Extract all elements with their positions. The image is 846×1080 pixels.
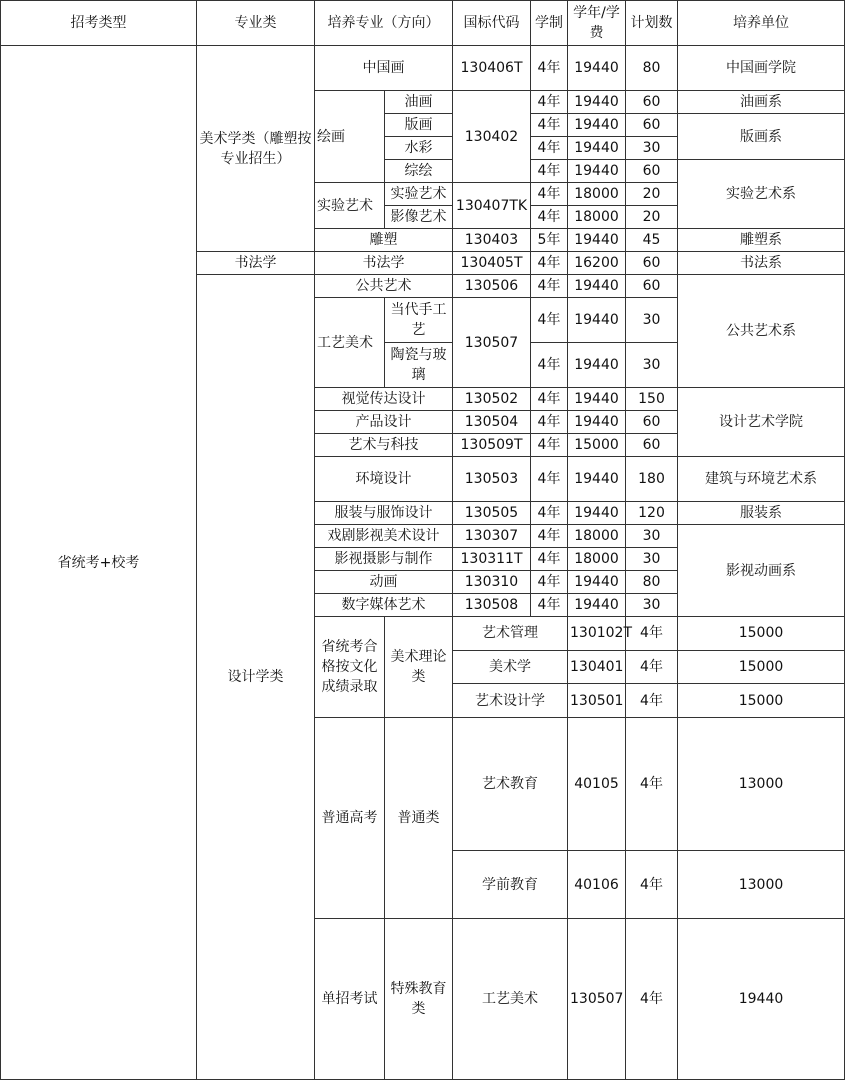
- code-cell: 40105: [568, 718, 626, 851]
- major-cell: 油画: [385, 91, 453, 114]
- fee-cell: 18000: [568, 183, 626, 206]
- fee-cell: 19440: [568, 46, 626, 91]
- fee-cell: 19440: [568, 594, 626, 617]
- exam-type-single: 单招考试: [315, 919, 385, 1080]
- unit-cell: 实验艺术系: [678, 160, 845, 229]
- category-theory: 美术理论类: [385, 617, 453, 718]
- plan-cell: 60: [626, 91, 678, 114]
- code-cell: 130509T: [453, 434, 531, 457]
- category-general: 普通类: [385, 718, 453, 919]
- code-cell: 130502: [453, 388, 531, 411]
- fee-cell: 19440: [568, 275, 626, 298]
- header-plan: 计划数: [626, 1, 678, 46]
- major-cell: 艺术设计学: [453, 684, 568, 718]
- fee-cell: 19440: [678, 919, 845, 1080]
- code-cell: 130311T: [453, 548, 531, 571]
- major-cell: 动画: [315, 571, 453, 594]
- code-cell: 130307: [453, 525, 531, 548]
- major-cell: 艺术与科技: [315, 434, 453, 457]
- code-cell: 130506: [453, 275, 531, 298]
- major-cell: 戏剧影视美术设计: [315, 525, 453, 548]
- plan-cell: 30: [626, 525, 678, 548]
- code-cell: 130503: [453, 457, 531, 502]
- years-cell: 4年: [531, 594, 568, 617]
- fee-cell: 15000: [678, 617, 845, 651]
- fee-cell: 18000: [568, 548, 626, 571]
- fee-cell: 19440: [568, 411, 626, 434]
- plan-cell: 45: [626, 229, 678, 252]
- unit-cell: 影视动画系: [678, 525, 845, 617]
- plan-cell: 60: [626, 252, 678, 275]
- years-cell: 5年: [531, 229, 568, 252]
- exam-type-gaokao: 普通高考: [315, 718, 385, 919]
- category-fine-arts: 美术学类（雕塑按专业招生）: [197, 46, 315, 252]
- header-major: 培养专业（方向）: [315, 1, 453, 46]
- group-experimental: 实验艺术: [315, 183, 385, 229]
- unit-cell: 建筑与环境艺术系: [678, 457, 845, 502]
- plan-cell: 30: [626, 298, 678, 343]
- header-category: 专业类: [197, 1, 315, 46]
- plan-cell: 30: [626, 343, 678, 388]
- group-crafts: 工艺美术: [315, 298, 385, 388]
- years-cell: 4年: [626, 851, 678, 919]
- years-cell: 4年: [531, 137, 568, 160]
- code-cell: 130102T: [568, 617, 626, 651]
- years-cell: 4年: [531, 275, 568, 298]
- fee-cell: 18000: [568, 206, 626, 229]
- major-cell: 公共艺术: [315, 275, 453, 298]
- major-cell: 美术学: [453, 650, 568, 684]
- plan-cell: 150: [626, 388, 678, 411]
- fee-cell: 18000: [568, 525, 626, 548]
- code-cell: 130401: [568, 650, 626, 684]
- major-cell: 视觉传达设计: [315, 388, 453, 411]
- plan-cell: 180: [626, 457, 678, 502]
- fee-cell: 16200: [568, 252, 626, 275]
- code-cell: 130507: [453, 298, 531, 388]
- category-calligraphy: 书法学: [197, 252, 315, 275]
- major-cell: 书法学: [315, 252, 453, 275]
- years-cell: 4年: [531, 548, 568, 571]
- group-painting: 绘画: [315, 91, 385, 183]
- category-special: 特殊教育类: [385, 919, 453, 1080]
- code-cell: 130505: [453, 502, 531, 525]
- major-cell: 影像艺术: [385, 206, 453, 229]
- years-cell: 4年: [531, 160, 568, 183]
- major-cell: 雕塑: [315, 229, 453, 252]
- fee-cell: 15000: [568, 434, 626, 457]
- major-cell: 当代手工艺: [385, 298, 453, 343]
- fee-cell: 15000: [678, 684, 845, 718]
- plan-cell: 30: [626, 594, 678, 617]
- major-cell: 实验艺术: [385, 183, 453, 206]
- major-cell: 数字媒体艺术: [315, 594, 453, 617]
- years-cell: 4年: [626, 684, 678, 718]
- code-cell: 130407TK: [453, 183, 531, 229]
- years-cell: 4年: [531, 91, 568, 114]
- years-cell: 4年: [531, 206, 568, 229]
- major-cell: 艺术管理: [453, 617, 568, 651]
- years-cell: 4年: [626, 919, 678, 1080]
- code-cell: 130501: [568, 684, 626, 718]
- years-cell: 4年: [531, 252, 568, 275]
- table-row: [1, 46, 845, 91]
- fee-cell: 19440: [568, 457, 626, 502]
- major-cell: 中国画: [315, 46, 453, 91]
- fee-cell: 19440: [568, 343, 626, 388]
- plan-cell: 30: [626, 548, 678, 571]
- major-cell: 版画: [385, 114, 453, 137]
- unit-cell: 雕塑系: [678, 229, 845, 252]
- major-cell: 环境设计: [315, 457, 453, 502]
- code-cell: 130405T: [453, 252, 531, 275]
- years-cell: 4年: [626, 718, 678, 851]
- code-cell: 130507: [568, 919, 626, 1080]
- unit-cell: 中国画学院: [678, 46, 845, 91]
- plan-cell: 60: [626, 434, 678, 457]
- years-cell: 4年: [626, 650, 678, 684]
- plan-cell: 30: [626, 137, 678, 160]
- fee-cell: 19440: [568, 114, 626, 137]
- years-cell: 4年: [531, 46, 568, 91]
- years-cell: 4年: [531, 183, 568, 206]
- fee-cell: 19440: [568, 502, 626, 525]
- code-cell: 130402: [453, 91, 531, 183]
- code-cell: 40106: [568, 851, 626, 919]
- header-row: [1, 1, 845, 46]
- years-cell: 4年: [531, 343, 568, 388]
- header-code: 国标代码: [453, 1, 531, 46]
- code-cell: 130403: [453, 229, 531, 252]
- code-cell: 130504: [453, 411, 531, 434]
- fee-cell: 15000: [678, 650, 845, 684]
- plan-cell: 60: [626, 411, 678, 434]
- plan-cell: 20: [626, 183, 678, 206]
- fee-cell: 13000: [678, 718, 845, 851]
- fee-cell: 19440: [568, 571, 626, 594]
- code-cell: 130508: [453, 594, 531, 617]
- unit-cell: 油画系: [678, 91, 845, 114]
- fee-cell: 19440: [568, 388, 626, 411]
- fee-cell: 19440: [568, 160, 626, 183]
- fee-cell: 19440: [568, 91, 626, 114]
- major-cell: 综绘: [385, 160, 453, 183]
- header-years: 学制: [531, 1, 568, 46]
- exam-type-provincial: 省统考+校考: [1, 46, 197, 1080]
- plan-cell: 80: [626, 571, 678, 594]
- category-design: 设计学类: [197, 275, 315, 1080]
- major-cell: 艺术教育: [453, 718, 568, 851]
- unit-cell: 服装系: [678, 502, 845, 525]
- fee-cell: 19440: [568, 229, 626, 252]
- major-cell: 工艺美术: [453, 919, 568, 1080]
- header-unit: 培养单位: [678, 1, 845, 46]
- years-cell: 4年: [531, 571, 568, 594]
- major-cell: 陶瓷与玻璃: [385, 343, 453, 388]
- unit-cell: 公共艺术系: [678, 275, 845, 388]
- plan-cell: 120: [626, 502, 678, 525]
- years-cell: 4年: [531, 298, 568, 343]
- plan-cell: 80: [626, 46, 678, 91]
- plan-cell: 60: [626, 160, 678, 183]
- years-cell: 4年: [531, 525, 568, 548]
- years-cell: 4年: [531, 502, 568, 525]
- years-cell: 4年: [531, 388, 568, 411]
- major-cell: 产品设计: [315, 411, 453, 434]
- fee-cell: 19440: [568, 137, 626, 160]
- fee-cell: 19440: [568, 298, 626, 343]
- header-exam-type: 招考类型: [1, 1, 197, 46]
- major-cell: 水彩: [385, 137, 453, 160]
- years-cell: 4年: [531, 411, 568, 434]
- major-cell: 学前教育: [453, 851, 568, 919]
- fee-cell: 13000: [678, 851, 845, 919]
- code-cell: 130310: [453, 571, 531, 594]
- unit-cell: 版画系: [678, 114, 845, 160]
- years-cell: 4年: [531, 457, 568, 502]
- exam-type-culture: 省统考合格按文化成绩录取: [315, 617, 385, 718]
- code-cell: 130406T: [453, 46, 531, 91]
- major-cell: 服装与服饰设计: [315, 502, 453, 525]
- years-cell: 4年: [531, 434, 568, 457]
- years-cell: 4年: [531, 114, 568, 137]
- plan-cell: 60: [626, 114, 678, 137]
- unit-cell: 设计艺术学院: [678, 388, 845, 457]
- major-cell: 影视摄影与制作: [315, 548, 453, 571]
- unit-cell: 书法系: [678, 252, 845, 275]
- years-cell: 4年: [626, 617, 678, 651]
- plan-cell: 60: [626, 275, 678, 298]
- plan-cell: 20: [626, 206, 678, 229]
- header-fee: 学年/学费: [568, 1, 626, 46]
